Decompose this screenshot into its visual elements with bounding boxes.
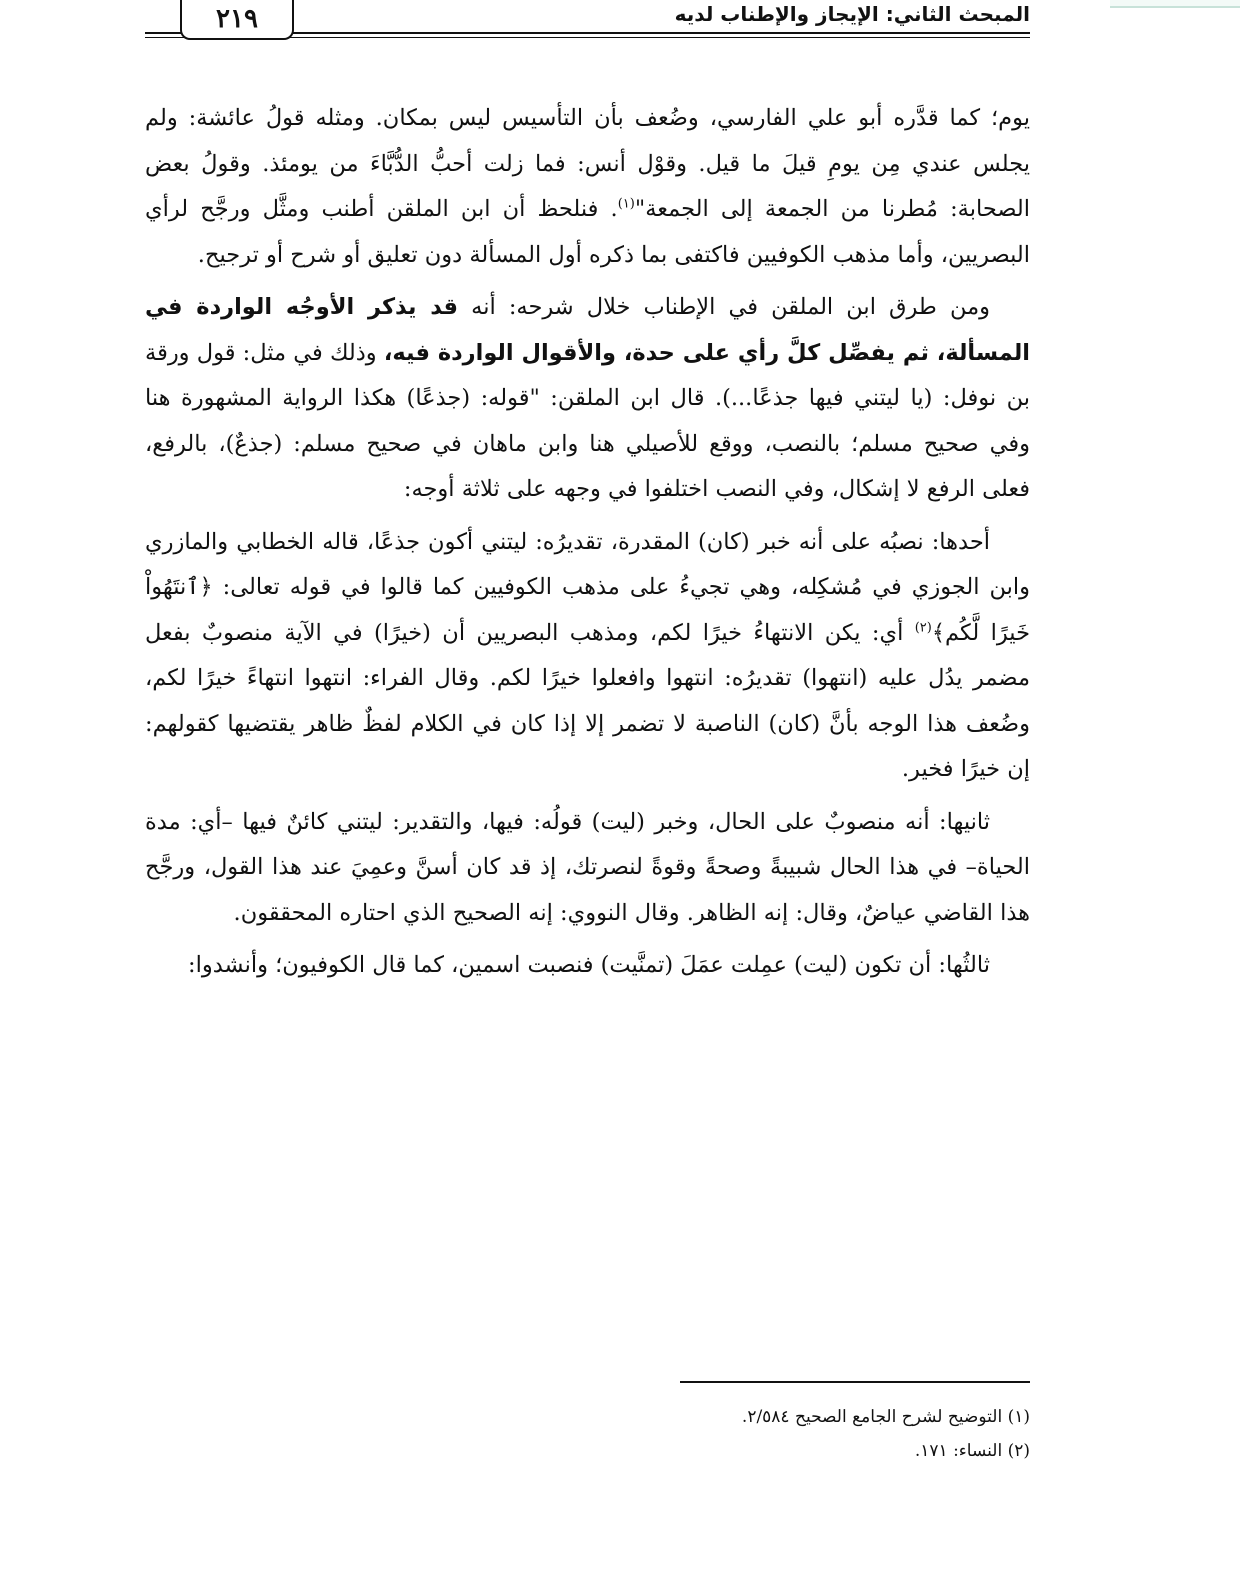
page-header bbox=[145, 0, 1030, 44]
paragraph-1 bbox=[145, 96, 1030, 278]
section-label: المبحث الثاني bbox=[893, 2, 1030, 26]
paragraph-3-tail: أي: يكن الانتهاءُ خيرًا لكم، ومذهب البصريين أن (خيرًا) في الآية منصوبٌ بفعل مضمر يدُل عليه (انتهوا) تقديرُه: انتهوا وافعلوا خيرًا لكم. وقال الفراء: انتهوا انتهاءً خيرًا لكم، وضُعف هذا الوجه بأنَّ (كان) الناصبة لا تضمر إلا إذا كان في الكلام لفظٌ ظاهر يقتضيها كقولهم: إن خيرًا فخير. bbox=[145, 619, 1030, 782]
section-title: : الإيجاز والإطناب لديه bbox=[674, 2, 894, 26]
paragraph-2-emphasis: قد يذكر الأوجُه الواردة في المسألة، ثم يفصِّل كلَّ رأي على حدة، والأقوال الواردة فيه، bbox=[145, 294, 1031, 366]
paragraph-1-text: يوم؛ كما قدَّره أبو علي الفارسي، وضُعف بأن التأسيس ليس بمكان. ومثله قولُ عائشة: ولم يجلس عندي مِن يومِ قيلَ ما قيل. وقوْل أنس: فما زلت أحبُّ الدُّبَّاءَ من يومئذ. وقولُ بعض الصحابة: مُطرنا من الجمعة إلى الجمعة" bbox=[145, 105, 1030, 222]
footnote-ref-2[interactable]: (٢) bbox=[914, 620, 932, 635]
footnote-separator bbox=[680, 1381, 1030, 1383]
paragraph-2-lead: ومن طرق ابن الملقن في الإطناب خلال شرحه: أنه bbox=[471, 294, 990, 320]
paragraph-5: ثالثُها: أن تكون (ليت) عمِلت عمَلَ (تمنَّيت) فنصبت اسمين، كما قال الكوفيون؛ وأنشدوا: bbox=[188, 952, 990, 978]
body-text bbox=[145, 96, 1030, 996]
running-title bbox=[675, 2, 1030, 26]
paragraph-2 bbox=[145, 285, 1030, 513]
corner-accent bbox=[1110, 0, 1240, 8]
footnote-2: (٢) النساء: ١٧١. bbox=[914, 1441, 1030, 1461]
footnotes bbox=[145, 1400, 1030, 1468]
footnote-ref-1[interactable]: (١) bbox=[617, 196, 635, 212]
paragraph-3-text: أحدها: نصبُه على أنه خبر (كان) المقدرة، تقديرُه: ليتني أكون جذعًا، قاله الخطابي والمازري وابن الجوزي في مُشكِله، وهي تجيءُ على مذهب الكوفيين كما قالوا في قوله تعالى: ﴿ٱنتَهُواْ خَيرًا لَّكُم﴾ bbox=[145, 528, 1030, 646]
paragraph-4: ثانيها: أنه منصوبٌ على الحال، وخبر (ليت) قولُه: فيها، والتقدير: ليتني كائنٌ فيها –أي: مدة الحياة– في هذا الحال شبيبةً وصحةً وقوةً لنصرتك، إذ قد كان أسنَّ وعمِيَ عند هذا القول، ورجَّح هذا القاضي عياضٌ، وقال: إنه الظاهر. وقال النووي: إنه الصحيح الذي احتاره المحققون. bbox=[145, 808, 1030, 926]
paragraph-1-tail: . فنلحظ أن ابن الملقن أطنب ومثَّل ورجَّح لرأي البصريين، وأما مذهب الكوفيين فاكتفى بما ذكره أول المسألة دون تعليق أو شرح أو ترجيح. bbox=[145, 196, 1030, 268]
footnote-1: (١) التوضيح لشرح الجامع الصحيح ٢/٥٨٤. bbox=[741, 1407, 1030, 1427]
paragraph-2-text: وذلك في مثل: قول ورقة بن نوفل: (يا ليتني فيها جذعًا...). قال ابن الملقن: "قوله: (جذعًا) هكذا الرواية المشهورة هنا وفي صحيح مسلم؛ بالنصب، ووقع للأصيلي هنا وابن ماهان في صحيح مسلم: (جذعٌ)، بالرفع، فعلى الرفع لا إشكال، وفي النصب اختلفوا في وجهه على ثلاثة أوجه: bbox=[145, 339, 1030, 502]
paragraph-3 bbox=[145, 520, 1030, 793]
page-number: ٢١٩ bbox=[180, 0, 294, 40]
